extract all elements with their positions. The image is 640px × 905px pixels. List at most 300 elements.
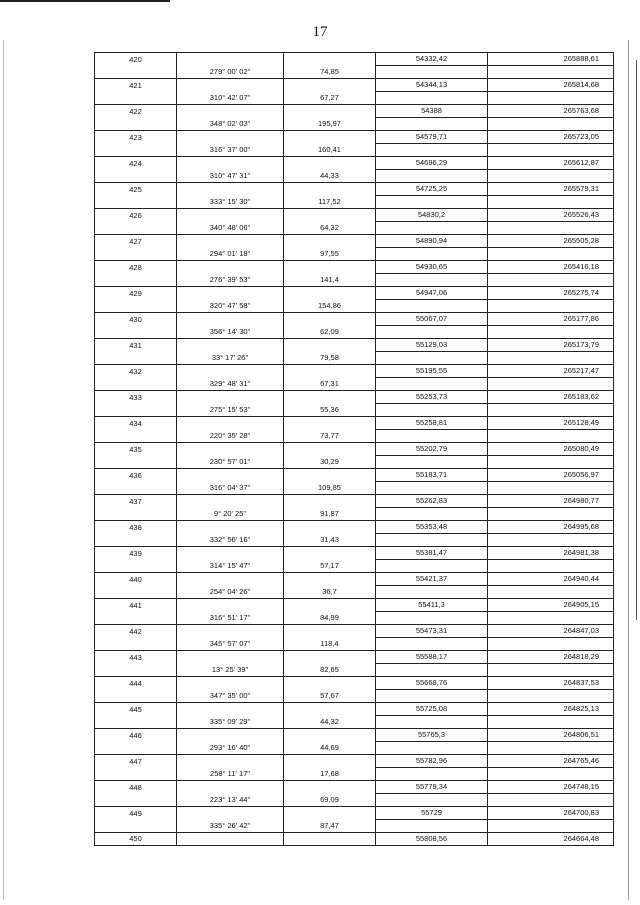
direction-angle: 333° 15' 30" xyxy=(177,196,284,209)
segment-length: 82,65 xyxy=(284,664,376,677)
point-row xyxy=(95,651,614,664)
coordinate-y: 264765,46 xyxy=(488,755,614,768)
coordinate-x: 54332,42 xyxy=(376,53,488,66)
coordinate-x: 55668,76 xyxy=(376,677,488,690)
coordinate-y: 265416,18 xyxy=(488,261,614,274)
point-number: 423 xyxy=(95,131,177,144)
page-number: 17 xyxy=(312,24,328,40)
coordinate-x: 55129,03 xyxy=(376,339,488,352)
coordinate-y: 264825,13 xyxy=(488,703,614,716)
segment-row xyxy=(95,794,614,807)
segment-length: 67,31 xyxy=(284,378,376,391)
segment-length: 69,09 xyxy=(284,794,376,807)
segment-length: 62,09 xyxy=(284,326,376,339)
direction-angle: 316° 37' 00" xyxy=(177,144,284,157)
point-row xyxy=(95,521,614,534)
empty-cell xyxy=(177,53,284,66)
point-number: 450 xyxy=(95,833,177,846)
segment-row xyxy=(95,404,614,417)
direction-angle: 13° 25' 39" xyxy=(177,664,284,677)
segment-row xyxy=(95,456,614,469)
empty-cell xyxy=(95,222,177,235)
empty-cell xyxy=(488,794,614,807)
coordinate-y: 265080,49 xyxy=(488,443,614,456)
empty-cell xyxy=(284,79,376,92)
coordinate-y: 265505,28 xyxy=(488,235,614,248)
empty-cell xyxy=(95,612,177,625)
coordinate-y: 265056,97 xyxy=(488,469,614,482)
segment-row xyxy=(95,768,614,781)
point-row xyxy=(95,729,614,742)
point-row xyxy=(95,157,614,170)
empty-cell xyxy=(376,560,488,573)
segment-row xyxy=(95,170,614,183)
empty-cell xyxy=(284,651,376,664)
empty-cell xyxy=(284,599,376,612)
empty-cell xyxy=(284,521,376,534)
point-number: 445 xyxy=(95,703,177,716)
direction-angle: 294° 01' 18" xyxy=(177,248,284,261)
point-number: 424 xyxy=(95,157,177,170)
empty-cell xyxy=(284,781,376,794)
direction-angle: 254° 04' 26" xyxy=(177,586,284,599)
segment-row xyxy=(95,534,614,547)
empty-cell xyxy=(95,456,177,469)
direction-angle: 33° 17' 26" xyxy=(177,352,284,365)
direction-angle: 356° 14' 30" xyxy=(177,326,284,339)
empty-cell xyxy=(284,807,376,820)
coordinate-y: 264940,44 xyxy=(488,573,614,586)
direction-angle: 340° 48' 06" xyxy=(177,222,284,235)
empty-cell xyxy=(177,755,284,768)
coordinate-y: 264980,77 xyxy=(488,495,614,508)
point-number: 446 xyxy=(95,729,177,742)
point-row xyxy=(95,235,614,248)
scan-edge-right-outer xyxy=(636,60,637,620)
direction-angle: 329° 48' 31" xyxy=(177,378,284,391)
empty-cell xyxy=(376,742,488,755)
point-row xyxy=(95,443,614,456)
empty-cell xyxy=(284,729,376,742)
segment-row xyxy=(95,66,614,79)
empty-cell xyxy=(488,586,614,599)
segment-row xyxy=(95,820,614,833)
empty-cell xyxy=(284,365,376,378)
top-rule xyxy=(0,0,170,2)
segment-length: 57,17 xyxy=(284,560,376,573)
segment-row xyxy=(95,144,614,157)
empty-cell xyxy=(488,352,614,365)
point-number: 430 xyxy=(95,313,177,326)
empty-cell xyxy=(284,209,376,222)
point-number: 431 xyxy=(95,339,177,352)
direction-angle: 223° 13' 44" xyxy=(177,794,284,807)
empty-cell xyxy=(284,313,376,326)
empty-cell xyxy=(95,664,177,677)
empty-cell xyxy=(177,807,284,820)
empty-cell xyxy=(95,248,177,261)
direction-angle: 348° 02' 03" xyxy=(177,118,284,131)
empty-cell xyxy=(177,495,284,508)
point-row xyxy=(95,495,614,508)
coordinate-x: 55195,55 xyxy=(376,365,488,378)
empty-cell xyxy=(284,287,376,300)
coordinate-x: 55782,96 xyxy=(376,755,488,768)
empty-cell xyxy=(177,625,284,638)
empty-cell xyxy=(95,534,177,547)
empty-cell xyxy=(95,430,177,443)
empty-cell xyxy=(488,508,614,521)
empty-cell xyxy=(284,339,376,352)
segment-length: 17,68 xyxy=(284,768,376,781)
empty-cell xyxy=(376,196,488,209)
empty-cell xyxy=(177,729,284,742)
empty-cell xyxy=(177,209,284,222)
empty-cell xyxy=(376,326,488,339)
empty-cell xyxy=(177,105,284,118)
empty-cell xyxy=(95,274,177,287)
point-row xyxy=(95,417,614,430)
point-number: 425 xyxy=(95,183,177,196)
segment-length: 91,87 xyxy=(284,508,376,521)
empty-cell xyxy=(95,560,177,573)
coordinate-y: 265526,43 xyxy=(488,209,614,222)
segment-length: 109,85 xyxy=(284,482,376,495)
empty-cell xyxy=(376,768,488,781)
coordinate-y: 265128,49 xyxy=(488,417,614,430)
point-number: 441 xyxy=(95,599,177,612)
point-row xyxy=(95,313,614,326)
segment-length: 57,67 xyxy=(284,690,376,703)
coordinate-x: 55381,47 xyxy=(376,547,488,560)
empty-cell xyxy=(284,833,376,846)
empty-cell xyxy=(376,456,488,469)
segment-length: 44,69 xyxy=(284,742,376,755)
empty-cell xyxy=(376,66,488,79)
point-row xyxy=(95,79,614,92)
empty-cell xyxy=(95,586,177,599)
point-number: 429 xyxy=(95,287,177,300)
coordinate-x: 55473,31 xyxy=(376,625,488,638)
coordinate-y: 264837,53 xyxy=(488,677,614,690)
empty-cell xyxy=(95,170,177,183)
empty-cell xyxy=(95,820,177,833)
coordinate-y: 264847,03 xyxy=(488,625,614,638)
coordinate-y: 265888,61 xyxy=(488,53,614,66)
empty-cell xyxy=(284,755,376,768)
direction-angle: 335° 09' 29" xyxy=(177,716,284,729)
direction-angle: 316° 04' 37" xyxy=(177,482,284,495)
empty-cell xyxy=(177,339,284,352)
segment-length: 30,29 xyxy=(284,456,376,469)
empty-cell xyxy=(488,430,614,443)
empty-cell xyxy=(95,404,177,417)
segment-length: 141,4 xyxy=(284,274,376,287)
point-row xyxy=(95,183,614,196)
empty-cell xyxy=(376,794,488,807)
point-row xyxy=(95,573,614,586)
point-row xyxy=(95,599,614,612)
direction-angle: 220° 35' 28" xyxy=(177,430,284,443)
empty-cell xyxy=(376,300,488,313)
coordinate-x: 54344,13 xyxy=(376,79,488,92)
empty-cell xyxy=(488,326,614,339)
empty-cell xyxy=(488,378,614,391)
point-row xyxy=(95,209,614,222)
direction-angle: 332° 56' 16" xyxy=(177,534,284,547)
direction-angle: 293° 16' 40" xyxy=(177,742,284,755)
segment-length: 67,27 xyxy=(284,92,376,105)
empty-cell xyxy=(488,274,614,287)
segment-row xyxy=(95,716,614,729)
coordinate-x: 54696,29 xyxy=(376,157,488,170)
empty-cell xyxy=(284,157,376,170)
empty-cell xyxy=(376,144,488,157)
empty-cell xyxy=(177,651,284,664)
empty-cell xyxy=(376,612,488,625)
empty-cell xyxy=(284,183,376,196)
coordinate-y: 264981,38 xyxy=(488,547,614,560)
coordinate-x: 55765,3 xyxy=(376,729,488,742)
empty-cell xyxy=(177,365,284,378)
empty-cell xyxy=(376,482,488,495)
empty-cell xyxy=(488,612,614,625)
direction-angle: 314° 15' 47" xyxy=(177,560,284,573)
coordinate-y: 264664,48 xyxy=(488,833,614,846)
empty-cell xyxy=(95,716,177,729)
point-row xyxy=(95,677,614,690)
empty-cell xyxy=(284,235,376,248)
point-number: 432 xyxy=(95,365,177,378)
empty-cell xyxy=(376,690,488,703)
segment-length: 195,97 xyxy=(284,118,376,131)
direction-angle: 316° 51' 17" xyxy=(177,612,284,625)
empty-cell xyxy=(95,118,177,131)
coordinate-y: 264818,29 xyxy=(488,651,614,664)
direction-angle: 230° 57' 01" xyxy=(177,456,284,469)
empty-cell xyxy=(284,443,376,456)
coordinate-x: 55262,83 xyxy=(376,495,488,508)
segment-row xyxy=(95,664,614,677)
empty-cell xyxy=(488,66,614,79)
empty-cell xyxy=(488,456,614,469)
point-number: 442 xyxy=(95,625,177,638)
segment-row xyxy=(95,508,614,521)
coordinate-x: 54579,71 xyxy=(376,131,488,144)
scan-edge-right xyxy=(628,40,629,900)
empty-cell xyxy=(177,469,284,482)
coordinate-x: 55253,73 xyxy=(376,391,488,404)
segment-length: 55,36 xyxy=(284,404,376,417)
direction-angle: 275° 15' 53" xyxy=(177,404,284,417)
empty-cell xyxy=(177,261,284,274)
empty-cell xyxy=(488,768,614,781)
empty-cell xyxy=(284,469,376,482)
empty-cell xyxy=(376,248,488,261)
empty-cell xyxy=(177,443,284,456)
empty-cell xyxy=(177,599,284,612)
empty-cell xyxy=(177,781,284,794)
segment-row xyxy=(95,248,614,261)
point-number: 443 xyxy=(95,651,177,664)
coordinate-y: 265579,31 xyxy=(488,183,614,196)
empty-cell xyxy=(95,144,177,157)
empty-cell xyxy=(488,820,614,833)
point-number: 421 xyxy=(95,79,177,92)
empty-cell xyxy=(177,521,284,534)
empty-cell xyxy=(376,170,488,183)
segment-length: 36,7 xyxy=(284,586,376,599)
empty-cell xyxy=(95,92,177,105)
empty-cell xyxy=(488,404,614,417)
empty-cell xyxy=(177,157,284,170)
empty-cell xyxy=(284,677,376,690)
point-row xyxy=(95,105,614,118)
point-row xyxy=(95,365,614,378)
empty-cell xyxy=(376,274,488,287)
point-row xyxy=(95,807,614,820)
segment-length: 118,4 xyxy=(284,638,376,651)
segment-length: 154,86 xyxy=(284,300,376,313)
point-row xyxy=(95,339,614,352)
empty-cell xyxy=(284,495,376,508)
coordinate-y: 265275,74 xyxy=(488,287,614,300)
empty-cell xyxy=(95,768,177,781)
empty-cell xyxy=(95,66,177,79)
coordinate-y: 265723,05 xyxy=(488,131,614,144)
coordinates-table xyxy=(94,52,614,846)
segment-row xyxy=(95,690,614,703)
empty-cell xyxy=(488,118,614,131)
coordinate-x: 54388 xyxy=(376,105,488,118)
coordinate-y: 265763,68 xyxy=(488,105,614,118)
segment-row xyxy=(95,430,614,443)
empty-cell xyxy=(488,144,614,157)
empty-cell xyxy=(95,794,177,807)
point-row xyxy=(95,625,614,638)
point-row xyxy=(95,469,614,482)
empty-cell xyxy=(376,534,488,547)
empty-cell xyxy=(488,742,614,755)
empty-cell xyxy=(284,131,376,144)
segment-length: 44,33 xyxy=(284,170,376,183)
coordinate-x: 55588,17 xyxy=(376,651,488,664)
point-row xyxy=(95,547,614,560)
point-number: 427 xyxy=(95,235,177,248)
empty-cell xyxy=(376,352,488,365)
empty-cell xyxy=(284,417,376,430)
empty-cell xyxy=(177,183,284,196)
point-number: 426 xyxy=(95,209,177,222)
segment-length: 64,32 xyxy=(284,222,376,235)
empty-cell xyxy=(376,586,488,599)
coordinate-y: 265612,87 xyxy=(488,157,614,170)
empty-cell xyxy=(488,664,614,677)
segment-row xyxy=(95,118,614,131)
point-row xyxy=(95,261,614,274)
segment-length: 74,85 xyxy=(284,66,376,79)
empty-cell xyxy=(284,703,376,716)
point-number: 434 xyxy=(95,417,177,430)
point-number: 437 xyxy=(95,495,177,508)
point-number: 433 xyxy=(95,391,177,404)
coordinate-x: 55779,34 xyxy=(376,781,488,794)
point-number: 444 xyxy=(95,677,177,690)
empty-cell xyxy=(488,716,614,729)
segment-row xyxy=(95,352,614,365)
segment-row xyxy=(95,378,614,391)
segment-row xyxy=(95,742,614,755)
segment-length: 117,52 xyxy=(284,196,376,209)
empty-cell xyxy=(376,378,488,391)
empty-cell xyxy=(376,664,488,677)
segment-row xyxy=(95,222,614,235)
point-row xyxy=(95,287,614,300)
point-row xyxy=(95,703,614,716)
direction-angle: 310° 42' 07" xyxy=(177,92,284,105)
empty-cell xyxy=(488,196,614,209)
empty-cell xyxy=(177,833,284,846)
empty-cell xyxy=(177,287,284,300)
point-number: 422 xyxy=(95,105,177,118)
direction-angle: 335° 26' 42" xyxy=(177,820,284,833)
coordinate-y: 265173,79 xyxy=(488,339,614,352)
segment-length: 97,55 xyxy=(284,248,376,261)
empty-cell xyxy=(376,92,488,105)
segment-length: 73,77 xyxy=(284,430,376,443)
point-number: 447 xyxy=(95,755,177,768)
direction-angle: 347° 35' 00" xyxy=(177,690,284,703)
empty-cell xyxy=(376,404,488,417)
point-number: 438 xyxy=(95,521,177,534)
point-number: 428 xyxy=(95,261,177,274)
segment-length: 44,32 xyxy=(284,716,376,729)
coordinate-y: 264700,83 xyxy=(488,807,614,820)
coordinate-x: 54890,94 xyxy=(376,235,488,248)
coordinate-x: 55353,48 xyxy=(376,521,488,534)
coordinate-x: 55202,79 xyxy=(376,443,488,456)
segment-length: 87,47 xyxy=(284,820,376,833)
empty-cell xyxy=(376,222,488,235)
empty-cell xyxy=(488,482,614,495)
direction-angle: 9° 20' 25" xyxy=(177,508,284,521)
segment-row xyxy=(95,586,614,599)
coordinate-x: 54725,25 xyxy=(376,183,488,196)
segment-row xyxy=(95,196,614,209)
segment-length: 79,58 xyxy=(284,352,376,365)
empty-cell xyxy=(488,638,614,651)
segment-row xyxy=(95,92,614,105)
empty-cell xyxy=(284,391,376,404)
direction-angle: 279° 00' 02" xyxy=(177,66,284,79)
scan-edge-left xyxy=(3,40,4,900)
point-number: 440 xyxy=(95,573,177,586)
empty-cell xyxy=(177,313,284,326)
coordinate-x: 55183,71 xyxy=(376,469,488,482)
empty-cell xyxy=(376,430,488,443)
segment-row xyxy=(95,612,614,625)
segment-row xyxy=(95,638,614,651)
direction-angle: 258° 11' 17" xyxy=(177,768,284,781)
empty-cell xyxy=(488,170,614,183)
coordinate-y: 265814,68 xyxy=(488,79,614,92)
empty-cell xyxy=(95,300,177,313)
segment-row xyxy=(95,560,614,573)
point-number: 435 xyxy=(95,443,177,456)
point-number: 448 xyxy=(95,781,177,794)
empty-cell xyxy=(95,508,177,521)
direction-angle: 320° 47' 58" xyxy=(177,300,284,313)
